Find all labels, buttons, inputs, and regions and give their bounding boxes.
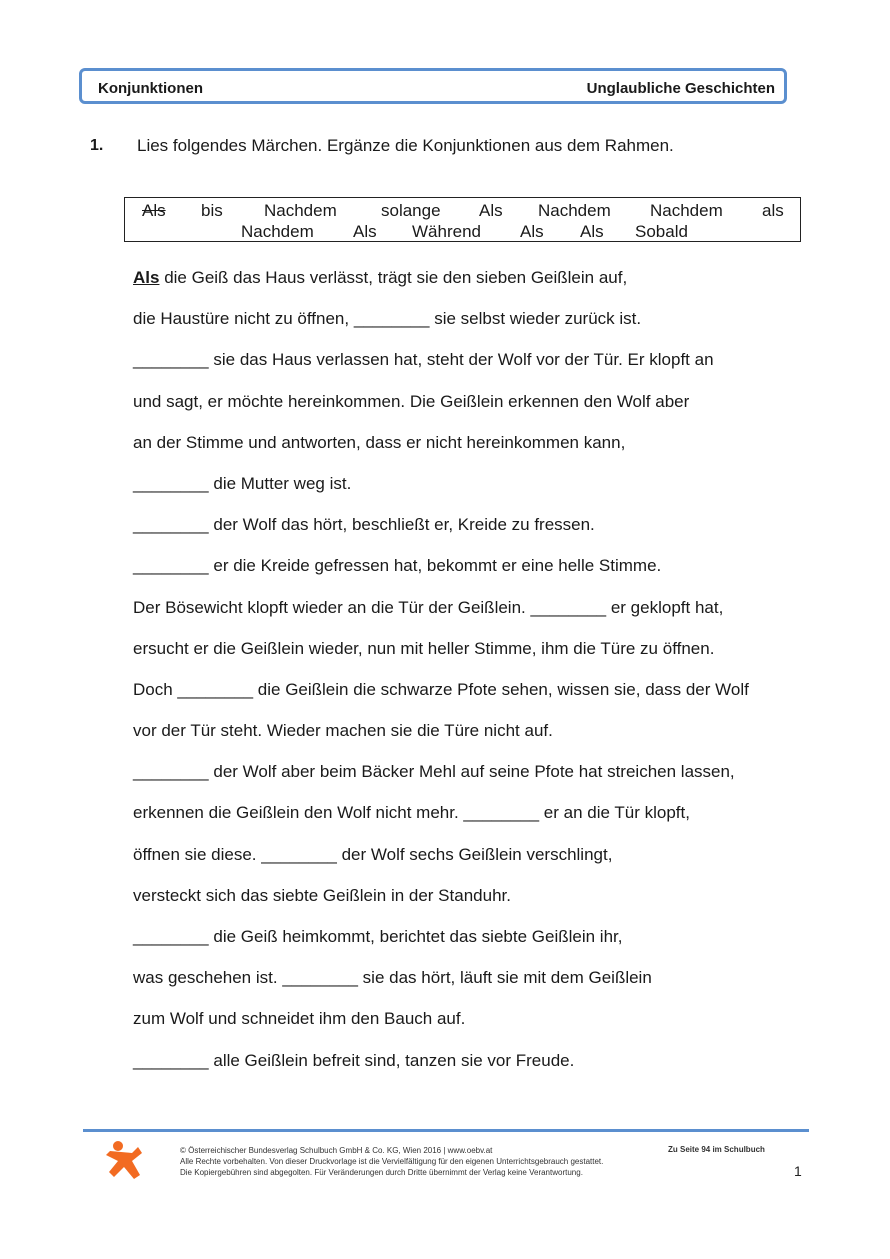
answer-blank[interactable]: ________: [133, 350, 209, 370]
story-line: [133, 596, 813, 637]
footer-line: Alle Rechte vorbehalten. Von dieser Druckvorlage ist die Vervielfältigung für den eigenen Unterrichtsgebrauch gestattet.: [180, 1157, 604, 1166]
story-line: [133, 472, 813, 513]
line-text: sie das Haus verlassen hat, steht der Wolf vor der Tür. Er klopft an: [208, 350, 714, 370]
story-line: [133, 678, 813, 719]
line-text: was geschehen ist.: [133, 968, 283, 988]
answer-blank[interactable]: ________: [261, 844, 337, 864]
word-box-item-struck: Als: [142, 201, 166, 220]
answer-blank[interactable]: ________: [133, 556, 209, 576]
footer-divider: [83, 1129, 809, 1132]
word-box-item: Nachdem: [650, 201, 723, 220]
story-line: [133, 1049, 813, 1090]
line-text: alle Geißlein befreit sind, tanzen sie vor Freude.: [208, 1050, 575, 1070]
line-text: der Wolf aber beim Bäcker Mehl auf seine Pfote hat streichen lassen,: [208, 762, 735, 782]
line-text: Der Bösewicht klopft wieder an die Tür der Geißlein.: [133, 597, 531, 617]
line-text: an der Stimme und antworten, dass er nicht hereinkommen kann,: [133, 432, 626, 452]
story-line: [133, 719, 813, 760]
story-line: [133, 760, 813, 801]
answer-blank[interactable]: ________: [177, 679, 254, 699]
line-text: vor der Tür steht. Wieder machen sie die Türe nicht auf.: [133, 721, 553, 741]
answer-blank[interactable]: ________: [463, 803, 540, 823]
footer-textbook-reference: Zu Seite 94 im Schulbuch: [668, 1145, 765, 1154]
answer-blank[interactable]: ________: [133, 1050, 209, 1070]
line-text: die Geiß heimkommt, berichtet das siebte Geißlein ihr,: [208, 927, 623, 946]
answer-blank[interactable]: ________: [133, 927, 209, 946]
line-text: sie das hört, läuft sie mit dem Geißlein: [357, 968, 652, 988]
line-text: und sagt, er möchte hereinkommen. Die Geißlein erkennen den Wolf aber: [133, 391, 690, 411]
task-number: 1.: [90, 137, 104, 154]
story-line: [133, 637, 813, 678]
header-topic: Konjunktionen: [98, 80, 203, 97]
header-box: [79, 68, 787, 104]
footer-line: Die Kopiergebühren sind abgegolten. Für Veränderungen durch Dritte übernimmt der Verlag keine Verantwortung.: [180, 1168, 583, 1177]
story-line: [133, 843, 813, 884]
word-box-item: Als: [580, 222, 604, 241]
word-box-item: Als: [353, 222, 377, 241]
line-text: die Mutter weg ist.: [208, 473, 352, 493]
line-text: er die Kreide gefressen hat, bekommt er eine helle Stimme.: [208, 556, 662, 576]
line-text: die Haustüre nicht zu öffnen,: [133, 309, 354, 329]
line-text: ersucht er die Geißlein wieder, nun mit heller Stimme, ihm die Türe zu öffnen.: [133, 638, 715, 658]
word-box-item: Nachdem: [264, 201, 337, 220]
word-box-item: Während: [412, 222, 481, 241]
answer-blank[interactable]: ________: [530, 597, 607, 617]
line-text: sie selbst wieder zurück ist.: [429, 309, 642, 329]
answer-blank[interactable]: ________: [133, 473, 209, 493]
line-text: versteckt sich das siebte Geißlein in der Standuhr.: [133, 885, 511, 905]
footer-line: © Österreichischer Bundesverlag Schulbuch GmbH & Co. KG, Wien 2016 | www.oebv.at: [180, 1146, 493, 1155]
line-text: er geklopft hat,: [606, 597, 724, 617]
story-text: [133, 266, 813, 1090]
answer-blank[interactable]: ________: [282, 968, 358, 988]
story-line: [133, 348, 813, 389]
story-line: [133, 513, 813, 554]
conjunction-word-box: [124, 197, 801, 242]
word-box-item: Sobald: [635, 222, 688, 241]
answer-blank[interactable]: ________: [133, 762, 209, 782]
story-line: [133, 884, 813, 925]
word-box-item: Nachdem: [241, 222, 314, 241]
line-text: erkennen die Geißlein den Wolf nicht mehr.: [133, 803, 464, 823]
footer-copyright: [180, 1145, 603, 1178]
word-box-item: solange: [381, 201, 441, 220]
line-text: zum Wolf und schneidet ihm den Bauch auf.: [133, 1009, 466, 1029]
line-text: die Geißlein die schwarze Pfote sehen, wissen sie, dass der Wolf: [253, 679, 749, 699]
story-line: [133, 966, 813, 1007]
word-box-item: bis: [201, 201, 223, 220]
story-line: [133, 266, 813, 307]
story-line: [133, 390, 813, 431]
answer-blank[interactable]: ________: [353, 309, 430, 329]
line-text: der Wolf das hört, beschließt er, Kreide zu fressen.: [208, 515, 595, 535]
line-text: die Geiß das Haus verlässt, trägt sie den sieben Geißlein auf,: [159, 268, 628, 287]
answer-blank[interactable]: ________: [133, 515, 209, 535]
line-text: der Wolf sechs Geißlein verschlingt,: [336, 844, 613, 864]
line-text: er an die Tür klopft,: [539, 803, 690, 823]
word-box-item: Nachdem: [538, 201, 611, 220]
story-line: [133, 801, 813, 842]
line-text: Doch: [133, 679, 178, 699]
story-line: [133, 1007, 813, 1048]
page-number: 1: [794, 1163, 802, 1179]
story-line: [133, 554, 813, 595]
publisher-logo-icon: [104, 1141, 144, 1181]
story-line: [133, 431, 813, 472]
word-box-item: als: [762, 201, 784, 220]
task-instruction: Lies folgendes Märchen. Ergänze die Konjunktionen aus dem Rahmen.: [137, 136, 674, 155]
word-box-item: Als: [479, 201, 503, 220]
word-box-item: Als: [520, 222, 544, 241]
example-answer: Als: [133, 268, 160, 287]
story-line: [133, 307, 813, 348]
story-line: [133, 925, 813, 966]
header-unit-title: Unglaubliche Geschichten: [586, 80, 775, 97]
line-text: öffnen sie diese.: [133, 844, 262, 864]
